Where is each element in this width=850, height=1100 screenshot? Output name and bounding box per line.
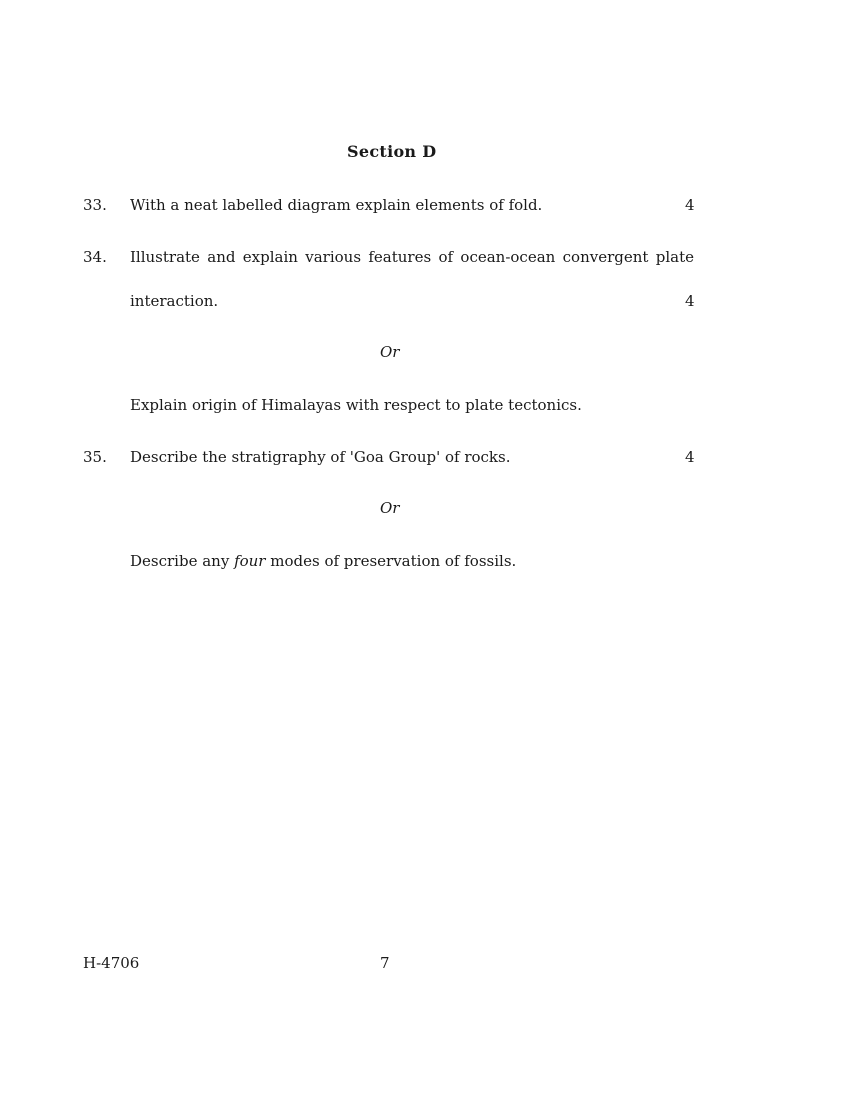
question-number: 33. — [83, 196, 107, 214]
paper-code: H-4706 — [83, 954, 140, 972]
alternative-text-emphasis: four — [234, 552, 266, 570]
question-text-line-1: Illustrate and explain various features of ocean-ocean convergent plate — [130, 248, 694, 266]
alternative-text-prefix: Describe any — [130, 552, 235, 570]
question-number: 34. — [83, 248, 107, 266]
question-text: Describe the stratigraphy of 'Goa Group' of rocks. — [130, 448, 511, 466]
question-marks: 4 — [685, 196, 695, 214]
alternative-question-text — [130, 552, 516, 570]
or-separator: Or — [380, 499, 400, 517]
section-title: Section D — [347, 142, 437, 161]
question-text-line-2: interaction. — [130, 292, 219, 310]
or-separator: Or — [380, 343, 400, 361]
question-marks: 4 — [685, 292, 695, 310]
question-number: 35. — [83, 448, 107, 466]
question-text: With a neat labelled diagram explain elements of fold. — [130, 196, 543, 214]
alternative-question-text: Explain origin of Himalayas with respect to plate tectonics. — [130, 396, 582, 414]
page-number: 7 — [380, 954, 390, 972]
alternative-text-suffix: modes of preservation of fossils. — [265, 552, 517, 570]
question-marks: 4 — [685, 448, 695, 466]
